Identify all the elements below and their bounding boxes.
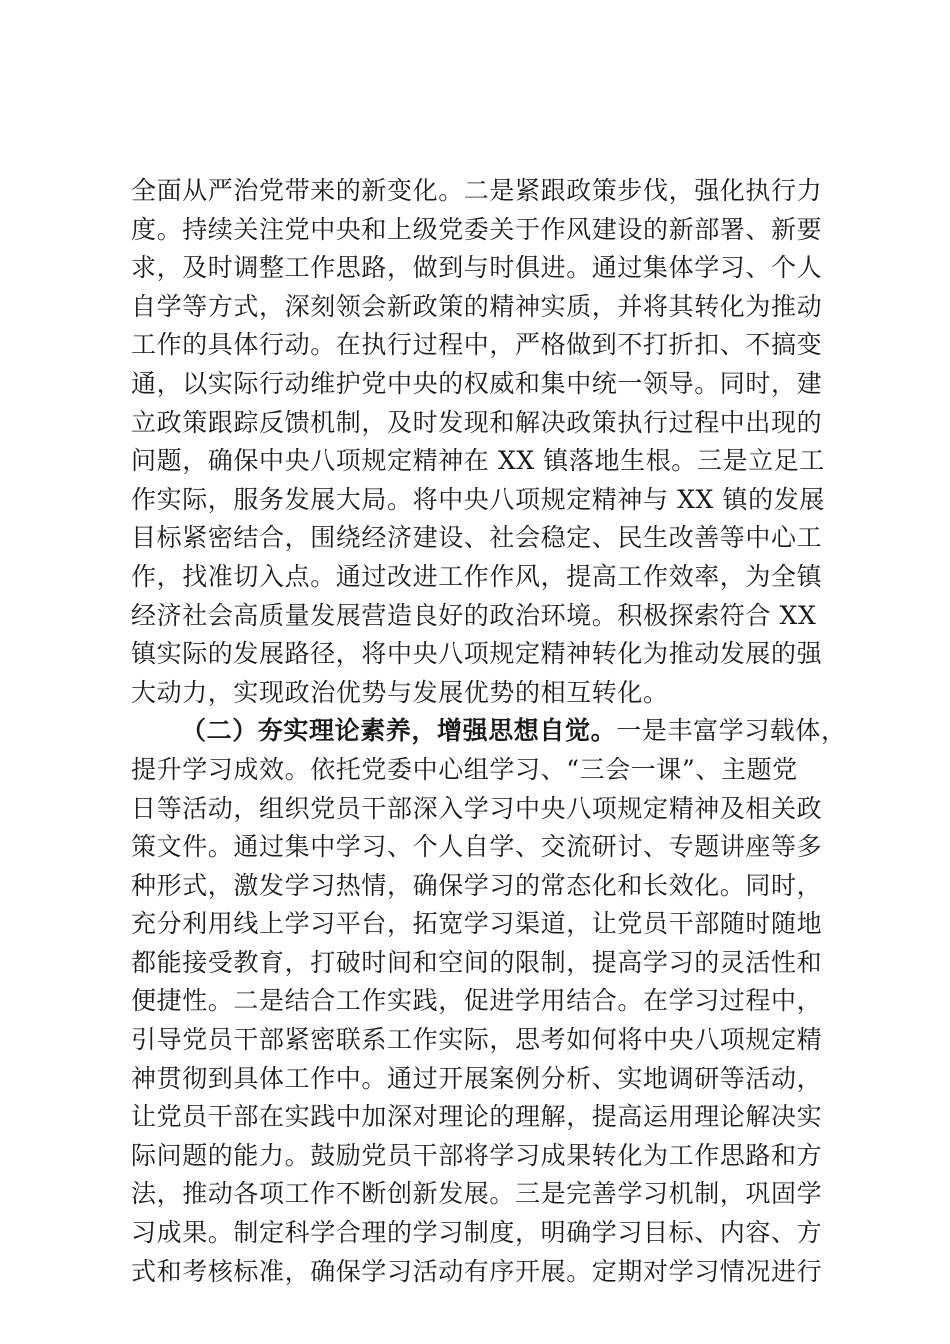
text-line: 问题，确保中央八项规定精神在 XX 镇落地生根。三是立足工 <box>131 446 825 476</box>
body-text <box>131 172 847 1291</box>
text-line: 式和考核标准，确保学习活动有序开展。定期对学习情况进行 <box>131 1256 823 1286</box>
text-line: 策文件。通过集中学习、个人自学、交流研讨、专题讲座等多 <box>131 832 823 862</box>
text-line: 度。持续关注党中央和上级党委关于作风建设的新部署、新要 <box>131 214 823 244</box>
text-line: 都能接受教育，打破时间和空间的限制，提高学习的灵活性和 <box>131 947 823 977</box>
text-line: 引导党员干部紧密联系工作实际，思考如何将中央八项规定精 <box>131 1025 823 1055</box>
text-line: 立政策跟踪反馈机制，及时发现和解决政策执行过程中出现的 <box>131 407 823 437</box>
text-line: 际问题的能力。鼓励党员干部将学习成果转化为工作思路和方 <box>131 1140 823 1170</box>
section-heading-line <box>131 712 847 751</box>
text-line: 习成果。制定科学合理的学习制度，明确学习目标、内容、方 <box>131 1218 823 1248</box>
text-line: 作，找准切入点。通过改进工作作风，提高工作效率，为全镇 <box>131 561 823 591</box>
section-heading-continuation: 一是丰富学习载体， <box>616 716 847 746</box>
text-line: 自学等方式，深刻领会新政策的精神实质，并将其转化为推动 <box>131 291 823 321</box>
text-line: 目标紧密结合，围绕经济建设、社会稳定、民生改善等中心工 <box>131 523 823 553</box>
text-line: 提升学习成效。依托党委中心组学习、“三会一课”、主题党 <box>131 754 798 784</box>
text-line: 日等活动，组织党员干部深入学习中央八项规定精神及相关政 <box>131 793 823 823</box>
text-line: 经济社会高质量发展营造良好的政治环境。积极探索符合 XX <box>131 600 817 630</box>
text-line: 充分利用线上学习平台，拓宽学习渠道，让党员干部随时随地 <box>131 909 823 939</box>
text-line: 求，及时调整工作思路，做到与时俱进。通过集体学习、个人 <box>131 253 823 283</box>
text-line: 法，推动各项工作不断创新发展。三是完善学习机制，巩固学 <box>131 1179 823 1209</box>
text-line: 大动力，实现政治优势与发展优势的相互转化。 <box>131 677 669 707</box>
text-line: 通，以实际行动维护党中央的权威和集中统一领导。同时，建 <box>131 368 823 398</box>
text-line: 种形式，激发学习热情，确保学习的常态化和长效化。同时， <box>131 870 823 900</box>
text-line: 作实际，服务发展大局。将中央八项规定精神与 XX 镇的发展 <box>131 484 825 514</box>
text-line: 让党员干部在实践中加深对理论的理解，提高运用理论解决实 <box>131 1102 823 1132</box>
text-line: 镇实际的发展路径，将中央八项规定精神转化为推动发展的强 <box>131 639 823 669</box>
text-line: 便捷性。二是结合工作实践，促进学用结合。在学习过程中， <box>131 986 823 1016</box>
text-line: 神贯彻到具体工作中。通过开展案例分析、实地调研等活动， <box>131 1063 823 1093</box>
section-heading: （二）夯实理论素养，增强思想自觉。 <box>181 716 617 746</box>
text-line: 工作的具体行动。在执行过程中，严格做到不打折扣、不搞变 <box>131 330 823 360</box>
text-line: 全面从严治党带来的新变化。二是紧跟政策步伐，强化执行力 <box>131 176 823 205</box>
